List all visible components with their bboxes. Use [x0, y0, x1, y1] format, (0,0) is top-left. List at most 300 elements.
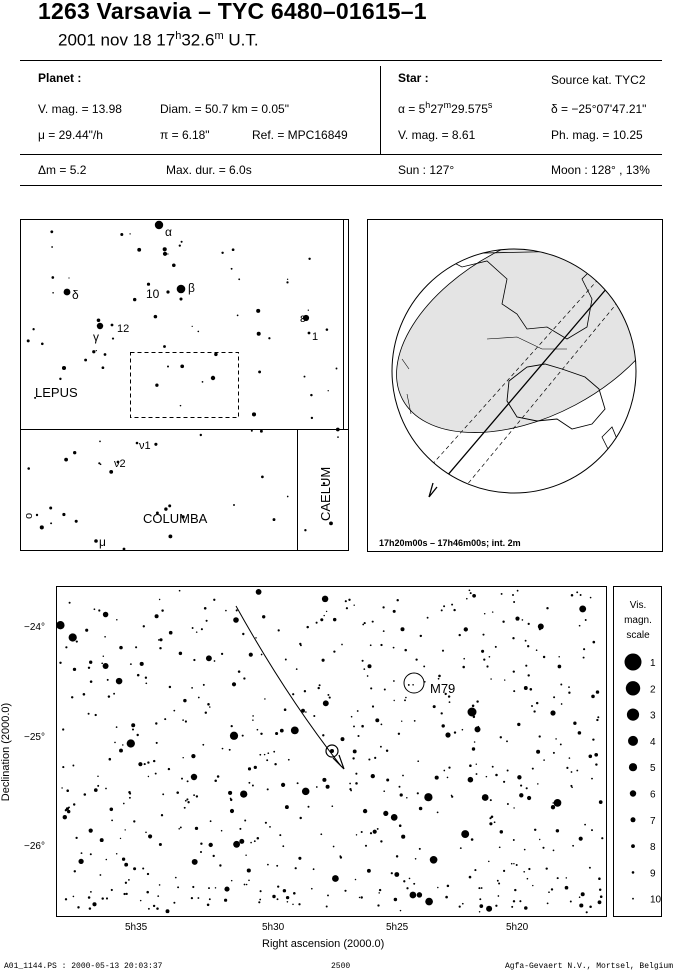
- label-lepus: LEPUS: [35, 385, 78, 400]
- chart-star: [469, 876, 472, 879]
- chart-star: [482, 794, 489, 801]
- chart-star: [522, 619, 524, 621]
- chart-star: [326, 611, 327, 612]
- chart-star: [277, 885, 279, 887]
- constellation-star: [92, 350, 95, 353]
- chart-star: [565, 886, 569, 890]
- constellation-star: [192, 326, 193, 327]
- info-column-divider: [380, 66, 381, 154]
- chart-star: [598, 877, 601, 880]
- magnitude-dot-1: [625, 654, 642, 671]
- constellation-star: [41, 343, 44, 346]
- chart-star: [460, 847, 462, 849]
- chart-star: [492, 611, 493, 612]
- chart-star: [193, 659, 195, 661]
- chart-star: [161, 609, 163, 611]
- chart-star: [370, 644, 372, 646]
- chart-star: [476, 700, 478, 702]
- chart-star: [476, 763, 477, 764]
- constellation-star: [75, 520, 78, 523]
- chart-star: [185, 720, 187, 722]
- chart-star: [513, 601, 515, 603]
- chart-star: [105, 788, 107, 790]
- chart-star: [490, 799, 492, 801]
- constellation-map: [20, 219, 350, 552]
- time-minutes: 32.6: [181, 30, 215, 50]
- target-star: [330, 749, 334, 753]
- chart-star: [576, 770, 578, 772]
- chart-star: [536, 649, 538, 651]
- chart-star: [524, 849, 526, 851]
- chart-star: [213, 855, 215, 857]
- chart-star: [166, 909, 170, 913]
- chart-star: [451, 795, 453, 797]
- chart-star: [306, 626, 308, 628]
- footer-code: 2500: [331, 962, 351, 971]
- chart-star: [507, 803, 509, 805]
- chart-star: [318, 687, 320, 689]
- chart-star: [520, 785, 522, 787]
- constellation-star: [258, 370, 261, 373]
- chart-star: [296, 668, 298, 670]
- chart-star: [394, 872, 399, 877]
- chart-star: [135, 646, 137, 648]
- label-mu: μ: [99, 535, 106, 549]
- constellation-star: [104, 353, 107, 356]
- magnitude-label-8: 8: [650, 842, 656, 854]
- constellation-star: [329, 522, 333, 526]
- chart-star: [69, 602, 71, 604]
- chart-star: [374, 757, 376, 759]
- chart-star: [536, 702, 538, 704]
- label-12: 12: [117, 323, 130, 335]
- constellation-star: [36, 514, 38, 516]
- chart-star: [155, 614, 159, 618]
- chart-star: [114, 742, 116, 744]
- chart-star: [99, 874, 101, 876]
- chart-star: [248, 782, 250, 784]
- chart-star: [243, 677, 245, 679]
- constellation-star: [237, 315, 239, 317]
- constellation-star: [180, 364, 184, 368]
- chart-star: [346, 607, 348, 609]
- chart-star: [396, 855, 398, 857]
- chart-star: [590, 597, 592, 599]
- chart-star: [293, 892, 296, 895]
- constellation-star: [336, 368, 338, 370]
- chart-star: [136, 734, 138, 736]
- chart-star: [155, 773, 157, 775]
- chart-star: [122, 744, 123, 745]
- chart-star: [73, 896, 75, 898]
- constellation-star: [51, 246, 53, 248]
- constellation-star: [202, 381, 204, 383]
- chart-star: [472, 594, 476, 598]
- chart-star: [451, 604, 453, 606]
- chart-star: [73, 668, 76, 671]
- chart-star: [283, 889, 286, 892]
- chart-star: [156, 742, 158, 744]
- chart-star: [225, 610, 227, 612]
- chart-star: [88, 667, 90, 669]
- chart-star: [157, 895, 159, 897]
- chart-star: [579, 625, 581, 627]
- chart-star: [264, 754, 265, 755]
- chart-star: [239, 828, 241, 830]
- planet-reference: Ref. = MPC16849: [252, 128, 348, 142]
- constellation-star: [52, 292, 54, 294]
- chart-star: [73, 803, 75, 805]
- chart-star: [503, 870, 505, 872]
- chart-star: [84, 793, 87, 796]
- chart-star: [543, 759, 545, 761]
- chart-star: [65, 646, 67, 648]
- chart-star: [232, 682, 236, 686]
- constellation-star: [136, 442, 139, 445]
- chart-star: [375, 718, 379, 722]
- chart-star: [320, 618, 323, 621]
- chart-star: [379, 889, 381, 891]
- chart-star: [367, 869, 371, 873]
- chart-star: [527, 674, 529, 676]
- constellation-star: [154, 315, 158, 319]
- chart-star: [327, 894, 329, 896]
- chart-star: [584, 824, 586, 826]
- chart-star: [596, 719, 598, 721]
- chart-star: [254, 840, 256, 842]
- chart-star: [195, 827, 198, 830]
- chart-star: [186, 798, 188, 800]
- planet-motion: μ = 29.44"/h: [38, 128, 103, 142]
- chart-star: [123, 803, 125, 805]
- chart-star: [344, 890, 346, 892]
- chart-star: [291, 726, 299, 734]
- chart-star: [286, 896, 289, 899]
- chart-star: [528, 623, 530, 625]
- chart-star: [78, 859, 83, 864]
- chart-star: [288, 759, 290, 761]
- magnitude-label-1: 1: [650, 658, 656, 669]
- constellation-star: [120, 233, 123, 236]
- chart-star: [173, 902, 175, 904]
- chart-star: [89, 828, 93, 832]
- chart-star: [153, 905, 155, 907]
- chart-star: [113, 693, 115, 695]
- ra-seconds: 29.575: [451, 102, 488, 116]
- chart-star: [481, 650, 484, 653]
- chart-star: [252, 785, 254, 787]
- chart-star: [249, 653, 253, 657]
- chart-star: [140, 900, 141, 901]
- chart-star: [360, 896, 362, 898]
- constellation-star: [260, 430, 263, 433]
- magnitude-dot-2: [626, 681, 640, 695]
- chart-star: [92, 902, 96, 906]
- constellation-star: [177, 285, 186, 294]
- chart-star: [445, 732, 450, 737]
- label-beta: β: [188, 281, 195, 295]
- chart-star: [140, 662, 144, 666]
- chart-star: [557, 877, 559, 879]
- chart-star: [472, 747, 475, 750]
- chart-star: [173, 710, 175, 712]
- chart-star: [463, 658, 465, 660]
- x-axis-label: Right ascension (2000.0): [262, 938, 385, 950]
- constellation-star: [32, 328, 34, 330]
- constellation-star: [96, 350, 97, 351]
- chart-star: [308, 806, 310, 808]
- chart-star: [207, 904, 210, 907]
- magnitude-label-10: 10: [650, 894, 662, 906]
- label-epsilon: ε: [300, 311, 306, 325]
- chart-star: [601, 837, 603, 839]
- chart-star: [103, 656, 104, 657]
- chart-star: [516, 864, 518, 866]
- chart-star: [492, 766, 494, 768]
- planet-parallax: π = 6.18": [160, 128, 210, 142]
- chart-star: [511, 906, 513, 908]
- chart-star: [159, 843, 162, 846]
- chart-star: [108, 695, 110, 697]
- constellation-star: [304, 376, 306, 378]
- chart-star: [278, 629, 280, 631]
- chart-star: [197, 897, 199, 899]
- footer-file-info: A01_1144.PS : 2000-05-13 20:03:37: [4, 962, 163, 971]
- chart-star: [532, 768, 534, 770]
- chart-star: [441, 609, 443, 611]
- chart-star: [503, 781, 505, 783]
- chart-star: [351, 716, 353, 718]
- ra-tick-530: 5h30: [262, 922, 285, 933]
- chart-star: [527, 878, 529, 880]
- chart-star: [298, 903, 300, 905]
- chart-star: [182, 757, 183, 758]
- chart-star: [524, 906, 528, 910]
- chart-star: [499, 846, 501, 848]
- chart-star: [260, 890, 262, 892]
- chart-star: [534, 829, 536, 831]
- chart-star: [326, 785, 330, 789]
- chart-star: [578, 731, 582, 735]
- chart-star: [242, 735, 244, 737]
- chart-star: [406, 797, 408, 799]
- chart-star: [472, 705, 475, 708]
- chart-star: [228, 791, 232, 795]
- chart-star: [164, 718, 166, 720]
- constellation-star: [251, 430, 253, 432]
- chart-star: [204, 607, 207, 610]
- time-zone: U.T.: [223, 30, 259, 50]
- chart-star: [361, 725, 364, 728]
- chart-star: [568, 692, 570, 694]
- chart-star: [178, 828, 180, 830]
- chart-star: [177, 886, 179, 888]
- chart-star: [111, 889, 113, 891]
- chart-star: [517, 723, 520, 726]
- sun-elongation: Sun : 127°: [398, 163, 455, 177]
- chart-star: [494, 821, 496, 823]
- chart-star: [313, 715, 315, 717]
- chart-star: [83, 693, 86, 696]
- chart-star: [110, 808, 114, 812]
- chart-star: [412, 684, 414, 686]
- chart-star: [119, 646, 123, 650]
- chart-star: [123, 893, 125, 895]
- chart-star: [393, 680, 395, 682]
- chart-star: [205, 712, 207, 714]
- chart-star: [326, 905, 328, 907]
- chart-star: [208, 887, 210, 889]
- chart-star: [341, 644, 343, 646]
- constellation-star: [111, 324, 114, 327]
- chart-star: [332, 875, 339, 882]
- chart-star: [404, 649, 407, 652]
- chart-star: [553, 850, 555, 852]
- chart-star: [539, 839, 540, 840]
- chart-star: [589, 755, 593, 759]
- chart-star: [401, 835, 405, 839]
- chart-star: [419, 848, 421, 850]
- constellation-star: [257, 332, 261, 336]
- constellation-star: [27, 467, 30, 470]
- chart-star: [274, 763, 276, 765]
- chart-star: [489, 656, 491, 658]
- ra-minute-unit: m: [443, 100, 452, 110]
- chart-star: [116, 853, 118, 855]
- chart-star: [145, 682, 147, 684]
- chart-star: [592, 738, 594, 740]
- chart-star: [386, 779, 389, 782]
- chart-star: [107, 679, 109, 681]
- constellation-star: [84, 359, 87, 362]
- chart-star: [147, 873, 149, 875]
- chart-star: [147, 761, 149, 763]
- chart-star: [311, 888, 313, 890]
- chart-star: [391, 872, 393, 874]
- chart-star: [292, 693, 294, 695]
- chart-star: [381, 724, 383, 726]
- chart-star: [97, 785, 99, 787]
- chart-star: [580, 594, 582, 596]
- chart-star: [561, 703, 563, 705]
- chart-star: [145, 832, 147, 834]
- dec-tick-24: −24°: [24, 622, 45, 633]
- chart-star: [256, 589, 262, 595]
- constellation-star: [50, 522, 52, 524]
- chart-star: [515, 617, 519, 621]
- chart-star: [361, 831, 363, 833]
- constellation-star: [102, 366, 105, 369]
- chart-star: [103, 663, 109, 669]
- chart-star: [198, 697, 200, 699]
- chart-star: [386, 749, 388, 751]
- chart-star: [513, 670, 515, 672]
- chart-star: [551, 888, 553, 890]
- chart-star: [513, 900, 515, 902]
- chart-star: [124, 863, 128, 867]
- chart-star: [370, 832, 372, 834]
- chart-star: [383, 811, 388, 816]
- constellation-star: [68, 277, 69, 278]
- chart-star: [74, 870, 76, 872]
- label-nu2: ν2: [114, 458, 126, 470]
- chart-star: [469, 589, 471, 591]
- chart-star: [447, 885, 450, 888]
- magnitude-dot-4: [628, 736, 638, 746]
- chart-star: [586, 911, 588, 913]
- constellation-star: [51, 276, 54, 279]
- chart-star: [239, 839, 244, 844]
- chart-star: [262, 615, 265, 618]
- chart-star: [442, 724, 445, 727]
- chart-star: [161, 814, 163, 816]
- chart-star: [356, 834, 357, 835]
- chart-star: [498, 895, 500, 897]
- chart-star: [488, 861, 490, 863]
- chart-star: [552, 802, 553, 803]
- chart-star: [248, 880, 250, 882]
- chart-star: [187, 780, 189, 782]
- magnitude-dot-9: [632, 871, 635, 874]
- chart-star: [159, 599, 160, 600]
- magnitude-scale-title-1: Vis.: [629, 600, 647, 611]
- chart-star: [415, 658, 417, 660]
- magnitude-scale-title-2: magn.: [624, 615, 652, 626]
- chart-star: [333, 650, 335, 652]
- constellation-star: [287, 496, 289, 498]
- chart-star: [252, 715, 254, 717]
- chart-star: [341, 737, 345, 741]
- footer-company: Agfa-Gevaert N.V., Mortsel, Belgium: [505, 962, 674, 971]
- chart-star: [526, 787, 528, 789]
- constellation-star: [129, 233, 130, 234]
- chart-star: [221, 830, 223, 832]
- chart-star: [536, 750, 540, 754]
- chart-star: [209, 843, 213, 847]
- chart-star: [466, 598, 468, 600]
- label-caelum: CAELUM: [318, 466, 333, 521]
- chart-star: [62, 728, 64, 730]
- chart-star: [507, 770, 509, 772]
- chart-star: [598, 900, 602, 904]
- chart-star: [442, 650, 444, 652]
- chart-star: [298, 857, 301, 860]
- chart-star: [322, 778, 326, 782]
- chart-star: [357, 710, 359, 712]
- chart-star: [533, 710, 535, 712]
- chart-star: [486, 665, 488, 667]
- chart-star: [468, 708, 477, 717]
- ra-second-unit: s: [487, 100, 493, 110]
- label-alpha: α: [165, 225, 172, 239]
- constellation-star: [172, 264, 176, 268]
- chart-star: [85, 629, 88, 632]
- chart-star: [438, 675, 441, 678]
- chart-star: [320, 833, 322, 835]
- chart-star: [258, 901, 260, 903]
- chart-star: [259, 899, 261, 901]
- chart-star: [414, 720, 416, 722]
- chart-star: [417, 760, 419, 762]
- constellation-star: [328, 390, 329, 391]
- chart-star: [297, 782, 299, 784]
- chart-star: [517, 775, 521, 779]
- chart-star: [269, 826, 271, 828]
- chart-star: [378, 892, 380, 894]
- chart-star: [547, 903, 549, 905]
- chart-star: [382, 606, 384, 608]
- chart-star: [179, 590, 181, 592]
